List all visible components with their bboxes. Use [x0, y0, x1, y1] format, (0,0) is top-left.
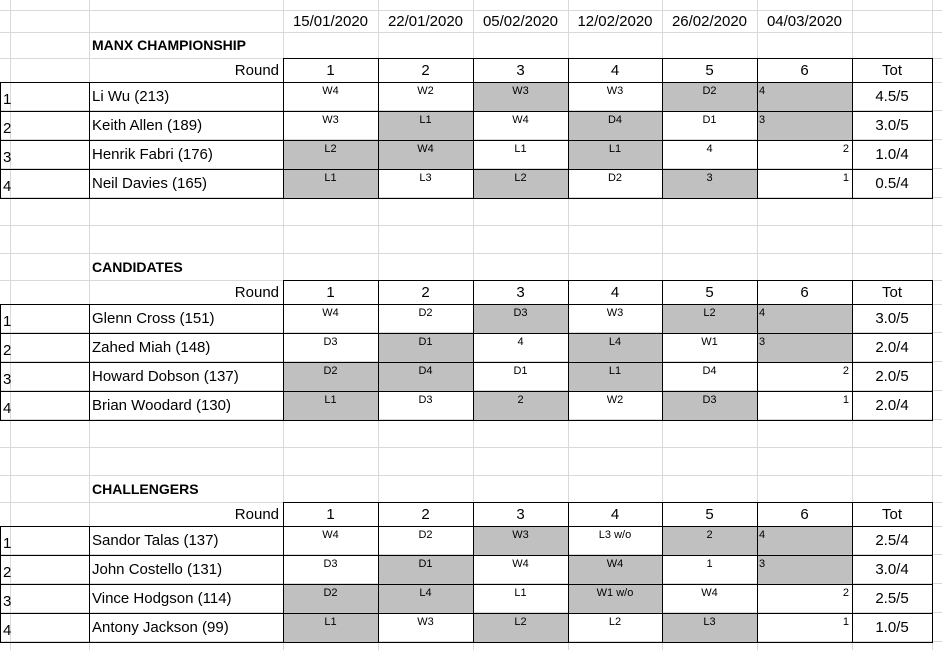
section-title: MANX CHAMPIONSHIP	[92, 37, 247, 53]
result-cell[interactable]: W4	[512, 114, 529, 126]
result-cell[interactable]: W3	[512, 529, 529, 541]
result-cell[interactable]: D2	[702, 85, 717, 97]
result-cell[interactable]: W3	[322, 114, 339, 126]
result-cell[interactable]: L2	[324, 143, 337, 155]
date-header[interactable]: 22/01/2020	[387, 12, 464, 30]
table-border	[932, 58, 933, 199]
player-rank[interactable]: 3	[3, 371, 12, 388]
total-score[interactable]: 2.0/5	[875, 368, 909, 385]
round-number[interactable]: 1	[326, 283, 335, 301]
round-number[interactable]: 2	[421, 61, 430, 79]
table-border	[89, 82, 90, 199]
table-border	[0, 642, 932, 643]
result-cell[interactable]: W4	[701, 587, 718, 599]
result-cell[interactable]: W4	[322, 85, 339, 97]
player-name[interactable]: Sandor Talas (137)	[92, 532, 219, 549]
table-border	[0, 111, 932, 112]
player-name[interactable]: Brian Woodard (130)	[92, 397, 231, 414]
result-cell[interactable]: L2	[608, 616, 622, 628]
result-cell[interactable]: L4	[608, 336, 622, 348]
player-rank[interactable]: 3	[3, 149, 12, 166]
table-border	[283, 58, 284, 199]
result-cell[interactable]: 3	[759, 336, 766, 348]
total-header[interactable]: Tot	[881, 505, 902, 523]
table-border	[473, 280, 474, 421]
round-number[interactable]: 3	[516, 283, 525, 301]
round-number[interactable]: 3	[516, 505, 525, 523]
result-cell[interactable]: W4	[322, 529, 339, 541]
table-border	[757, 502, 758, 643]
result-cell[interactable]: D3	[418, 394, 433, 406]
result-cell[interactable]: 4	[759, 529, 766, 541]
result-cell[interactable]: 4	[759, 85, 766, 97]
date-header[interactable]: 04/03/2020	[766, 12, 843, 30]
player-name[interactable]: Keith Allen (189)	[92, 117, 203, 134]
total-header[interactable]: Tot	[881, 283, 902, 301]
player-rank[interactable]: 1	[3, 313, 12, 330]
player-name[interactable]: Antony Jackson (99)	[92, 619, 229, 636]
table-border	[0, 391, 932, 392]
result-cell[interactable]: 1	[706, 558, 713, 570]
player-name[interactable]: Neil Davies (165)	[92, 175, 208, 192]
total-score[interactable]: 2.0/4	[875, 397, 909, 414]
result-cell[interactable]: L2	[514, 616, 527, 628]
player-name[interactable]: Li Wu (213)	[92, 88, 170, 105]
table-border	[283, 280, 932, 281]
result-cell[interactable]: D4	[607, 114, 623, 126]
result-cell[interactable]: L1	[608, 365, 622, 377]
section-title: CHALLENGERS	[92, 481, 199, 497]
result-cell[interactable]: 3	[759, 114, 766, 126]
table-border	[757, 58, 758, 199]
result-cell[interactable]: W4	[322, 307, 339, 319]
round-number[interactable]: 4	[610, 61, 620, 79]
result-cell[interactable]: L1	[324, 172, 337, 184]
round-number[interactable]: 1	[326, 505, 335, 523]
total-score[interactable]: 3.0/5	[875, 310, 909, 327]
table-border	[0, 362, 932, 363]
table-border	[0, 304, 932, 305]
total-score[interactable]: 4.5/5	[875, 88, 909, 105]
result-cell[interactable]: L3	[419, 172, 432, 184]
result-cell[interactable]: L3	[703, 616, 716, 628]
table-border	[852, 502, 853, 643]
table-border	[568, 502, 569, 643]
table-border	[662, 280, 663, 421]
result-cell[interactable]: D4	[418, 365, 433, 377]
result-cell[interactable]: D4	[702, 365, 717, 377]
result-cell[interactable]: D2	[418, 529, 433, 541]
result-cell[interactable]: D1	[418, 558, 433, 570]
player-rank[interactable]: 4	[3, 622, 12, 639]
round-number[interactable]: 6	[800, 283, 809, 301]
table-border	[0, 333, 932, 334]
result-cell[interactable]: L1	[608, 143, 622, 155]
result-cell[interactable]: W4	[606, 558, 624, 570]
result-cell[interactable]: L1	[514, 143, 527, 155]
section-title: CANDIDATES	[92, 259, 183, 275]
table-border	[0, 420, 932, 421]
result-cell[interactable]: L2	[703, 307, 716, 319]
result-cell[interactable]: W4	[417, 143, 434, 155]
result-cell[interactable]: W3	[606, 307, 624, 319]
result-cell[interactable]: L3 w/o	[598, 529, 632, 541]
table-border	[0, 82, 1, 199]
player-rank[interactable]: 2	[3, 120, 12, 137]
result-cell[interactable]: D1	[702, 114, 717, 126]
player-rank[interactable]: 4	[3, 178, 12, 195]
table-border	[473, 502, 474, 643]
total-score[interactable]: 1.0/5	[875, 619, 909, 636]
result-cell[interactable]: D3	[702, 394, 717, 406]
table-border	[0, 304, 1, 421]
round-number[interactable]: 4	[610, 505, 620, 523]
table-border	[0, 169, 932, 170]
total-score[interactable]: 2.5/5	[875, 590, 909, 607]
table-border	[0, 613, 932, 614]
total-score[interactable]: 2.0/4	[875, 339, 909, 356]
result-cell[interactable]: L1	[324, 394, 337, 406]
player-name[interactable]: Henrik Fabri (176)	[92, 146, 213, 163]
table-border	[0, 526, 1, 643]
result-cell[interactable]: 4	[706, 143, 713, 155]
table-border	[283, 280, 284, 421]
player-name[interactable]: Vince Hodgson (114)	[92, 590, 232, 607]
player-rank[interactable]: 2	[3, 342, 12, 359]
round-number[interactable]: 6	[800, 61, 809, 79]
result-cell[interactable]: D2	[418, 307, 433, 319]
date-header[interactable]: 05/02/2020	[482, 12, 559, 30]
total-score[interactable]: 3.0/5	[875, 117, 909, 134]
result-cell[interactable]: 2	[517, 394, 524, 406]
result-cell[interactable]: W3	[606, 85, 624, 97]
player-name[interactable]: Zahed Miah (148)	[92, 339, 211, 356]
result-cell[interactable]: D2	[323, 587, 338, 599]
round-number[interactable]: 3	[516, 61, 525, 79]
result-cell[interactable]: L4	[419, 587, 432, 599]
table-border	[757, 280, 758, 421]
table-border	[0, 82, 932, 83]
result-cell[interactable]: W3	[512, 85, 529, 97]
round-number[interactable]: 5	[705, 505, 714, 523]
result-cell[interactable]: L2	[514, 172, 527, 184]
total-score[interactable]: 3.0/4	[875, 561, 909, 578]
round-number[interactable]: 5	[705, 283, 714, 301]
result-cell[interactable]: 2	[842, 365, 849, 377]
table-border	[852, 58, 853, 199]
gridline-horizontal	[0, 447, 942, 448]
result-cell[interactable]: 1	[842, 616, 849, 628]
table-border	[378, 58, 379, 199]
result-cell[interactable]: D2	[607, 172, 623, 184]
date-header[interactable]: 12/02/2020	[577, 12, 653, 30]
player-name[interactable]: Glenn Cross (151)	[92, 310, 215, 327]
result-cell[interactable]: W3	[417, 616, 434, 628]
result-cell[interactable]: 4	[517, 336, 524, 348]
result-cell[interactable]: 1	[842, 172, 849, 184]
table-border	[378, 502, 379, 643]
result-cell[interactable]: W4	[512, 558, 529, 570]
player-rank[interactable]: 2	[3, 564, 12, 581]
table-border	[0, 526, 932, 527]
gridline-horizontal	[0, 225, 942, 226]
round-number[interactable]: 2	[421, 283, 430, 301]
result-cell[interactable]: 2	[842, 587, 849, 599]
result-cell[interactable]: D1	[418, 336, 433, 348]
table-border	[662, 502, 663, 643]
round-label: Round	[234, 283, 279, 301]
result-cell[interactable]: 3	[706, 172, 713, 184]
table-border	[283, 502, 932, 503]
date-header[interactable]: 26/02/2020	[671, 12, 748, 30]
table-border	[89, 526, 90, 643]
total-score[interactable]: 2.5/4	[875, 532, 909, 549]
result-cell[interactable]: L1	[514, 587, 527, 599]
table-border	[568, 58, 569, 199]
result-cell[interactable]: D3	[323, 336, 338, 348]
table-border	[89, 304, 90, 421]
total-header[interactable]: Tot	[881, 61, 902, 79]
round-label: Round	[234, 61, 279, 79]
player-rank[interactable]: 4	[3, 400, 12, 417]
table-border	[932, 502, 933, 643]
result-cell[interactable]: W2	[417, 85, 434, 97]
table-border	[852, 280, 853, 421]
result-cell[interactable]: W1 w/o	[596, 587, 634, 599]
table-border	[932, 280, 933, 421]
table-border	[0, 198, 932, 199]
result-cell[interactable]: D2	[323, 365, 338, 377]
round-number[interactable]: 5	[705, 61, 714, 79]
result-cell[interactable]: 3	[759, 558, 766, 570]
table-border	[0, 584, 932, 585]
table-border	[0, 140, 932, 141]
total-score[interactable]: 1.0/4	[875, 146, 909, 163]
round-number[interactable]: 2	[421, 505, 430, 523]
round-label: Round	[234, 505, 279, 523]
player-rank[interactable]: 1	[3, 535, 12, 552]
table-border	[473, 58, 474, 199]
result-cell[interactable]: 2	[842, 143, 849, 155]
total-score[interactable]: 0.5/4	[875, 175, 909, 192]
result-cell[interactable]: D1	[513, 365, 528, 377]
round-number[interactable]: 1	[326, 61, 335, 79]
table-border	[378, 280, 379, 421]
result-cell[interactable]: D3	[513, 307, 528, 319]
result-cell[interactable]: W2	[606, 394, 624, 406]
result-cell[interactable]: 1	[842, 394, 849, 406]
table-border	[568, 280, 569, 421]
table-border	[662, 58, 663, 199]
player-rank[interactable]: 1	[3, 91, 12, 108]
player-rank[interactable]: 3	[3, 593, 12, 610]
result-cell[interactable]: W1	[701, 336, 718, 348]
table-border	[283, 502, 284, 643]
player-name[interactable]: John Costello (131)	[92, 561, 223, 578]
result-cell[interactable]: 4	[759, 307, 766, 319]
result-cell[interactable]: D3	[323, 558, 338, 570]
result-cell[interactable]: 2	[706, 529, 713, 541]
player-name[interactable]: Howard Dobson (137)	[92, 368, 239, 385]
result-cell[interactable]: L1	[419, 114, 432, 126]
table-border	[283, 58, 932, 59]
round-number[interactable]: 4	[610, 283, 620, 301]
result-cell[interactable]: L1	[324, 616, 337, 628]
date-header[interactable]: 15/01/2020	[292, 12, 369, 30]
round-number[interactable]: 6	[800, 505, 809, 523]
table-border	[0, 555, 932, 556]
